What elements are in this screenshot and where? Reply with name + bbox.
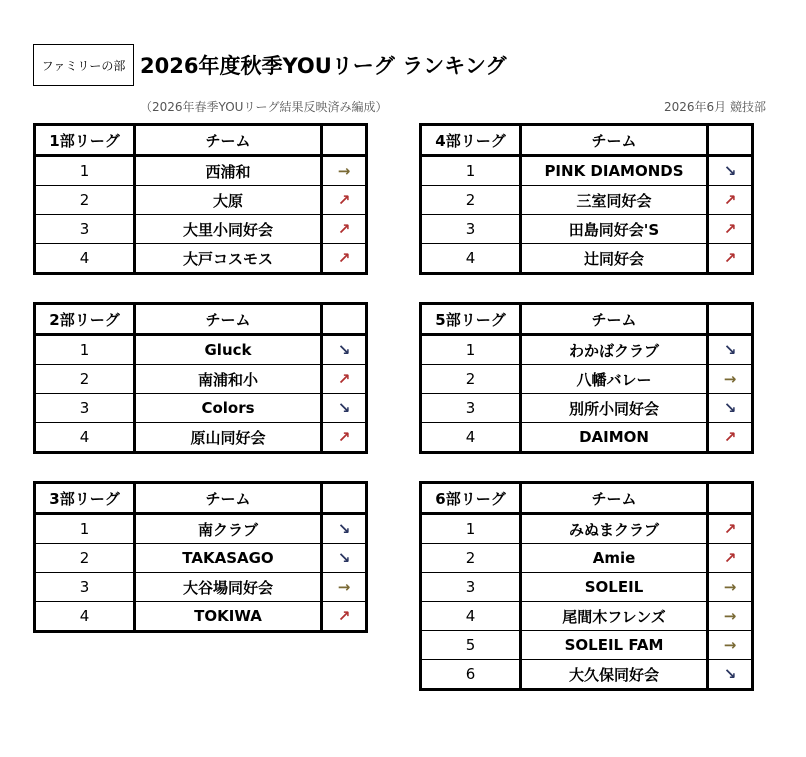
trend-up-icon: ↗ [322,365,367,394]
trend-down-icon: ↘ [708,156,753,186]
rank-cell: 3 [35,573,135,602]
trend-column-header [322,125,367,156]
trend-up-icon: ↗ [708,423,753,453]
trend-down-icon: ↘ [322,514,367,544]
trend-flat-icon: → [322,573,367,602]
table-row [35,423,367,453]
trend-up-icon: ↗ [322,215,367,244]
table-row [421,156,753,186]
rank-cell: 2 [421,186,521,215]
trend-flat-icon: → [708,573,753,602]
trend-flat-icon: → [708,602,753,631]
team-name-cell: 大久保同好会 [521,660,708,690]
league-table-5 [419,302,754,454]
team-column-header: チーム [135,125,322,156]
table-row [421,631,753,660]
rank-cell: 3 [35,215,135,244]
rank-cell: 1 [421,156,521,186]
rank-cell: 2 [421,365,521,394]
trend-down-icon: ↘ [708,335,753,365]
team-name-cell: Colors [135,394,322,423]
team-name-cell: 三室同好会 [521,186,708,215]
date-note: 2026年6月 競技部 [664,100,766,114]
rank-cell: 4 [35,423,135,453]
rank-cell: 4 [35,244,135,274]
team-name-cell: 辻同好会 [521,244,708,274]
table-row [421,573,753,602]
team-column-header: チーム [135,483,322,514]
league-name: 6部リーグ [421,483,521,514]
table-row [421,365,753,394]
table-row [35,544,367,573]
rank-cell: 3 [421,573,521,602]
rank-cell: 4 [421,423,521,453]
league-name: 2部リーグ [35,304,135,335]
team-column-header: チーム [521,304,708,335]
trend-down-icon: ↘ [322,544,367,573]
table-row [421,602,753,631]
league-table-6 [419,481,754,691]
rank-cell: 1 [35,335,135,365]
page-title: 2026年度秋季YOUリーグ ランキング [140,54,507,78]
table-row [421,423,753,453]
team-name-cell: DAIMON [521,423,708,453]
trend-column-header [322,483,367,514]
rank-cell: 5 [421,631,521,660]
trend-column-header [708,125,753,156]
trend-down-icon: ↘ [322,335,367,365]
league-name: 5部リーグ [421,304,521,335]
league-table-3 [33,481,368,633]
composition-note: （2026年春季YOUリーグ結果反映済み編成） [140,100,388,114]
trend-down-icon: ↘ [708,394,753,423]
team-name-cell: みぬまクラブ [521,514,708,544]
table-row [421,660,753,690]
league-name: 3部リーグ [35,483,135,514]
team-column-header: チーム [521,483,708,514]
team-name-cell: 原山同好会 [135,423,322,453]
team-name-cell: 尾間木フレンズ [521,602,708,631]
team-name-cell: SOLEIL [521,573,708,602]
trend-down-icon: ↘ [322,394,367,423]
team-name-cell: 南クラブ [135,514,322,544]
trend-up-icon: ↗ [708,215,753,244]
team-name-cell: 南浦和小 [135,365,322,394]
table-row [35,186,367,215]
rank-cell: 2 [35,365,135,394]
trend-up-icon: ↗ [708,514,753,544]
table-row [421,394,753,423]
trend-up-icon: ↗ [322,423,367,453]
trend-column-header [322,304,367,335]
rank-cell: 2 [421,544,521,573]
team-name-cell: TAKASAGO [135,544,322,573]
table-row [35,156,367,186]
rank-cell: 4 [421,602,521,631]
trend-column-header [708,304,753,335]
team-name-cell: Amie [521,544,708,573]
trend-up-icon: ↗ [708,544,753,573]
team-name-cell: 別所小同好会 [521,394,708,423]
table-row [421,514,753,544]
rank-cell: 1 [421,335,521,365]
trend-flat-icon: → [322,156,367,186]
league-table-2 [33,302,368,454]
team-name-cell: 西浦和 [135,156,322,186]
team-name-cell: Gluck [135,335,322,365]
table-row [421,244,753,274]
table-row [35,244,367,274]
rank-cell: 2 [35,544,135,573]
table-row [35,514,367,544]
rank-cell: 4 [35,602,135,632]
table-row [421,335,753,365]
table-row [35,394,367,423]
rank-cell: 1 [421,514,521,544]
trend-up-icon: ↗ [708,244,753,274]
team-column-header: チーム [135,304,322,335]
league-table-4 [419,123,754,275]
team-name-cell: TOKIWA [135,602,322,632]
rank-cell: 3 [421,215,521,244]
trend-flat-icon: → [708,365,753,394]
table-row [35,215,367,244]
table-row [35,335,367,365]
rank-cell: 6 [421,660,521,690]
team-name-cell: PINK DIAMONDS [521,156,708,186]
rank-cell: 1 [35,514,135,544]
team-name-cell: 大谷場同好会 [135,573,322,602]
table-row [421,186,753,215]
trend-up-icon: ↗ [708,186,753,215]
league-name: 1部リーグ [35,125,135,156]
rank-cell: 2 [35,186,135,215]
trend-flat-icon: → [708,631,753,660]
team-name-cell: 田島同好会'S [521,215,708,244]
team-name-cell: 八幡バレー [521,365,708,394]
rank-cell: 1 [35,156,135,186]
division-badge: ファミリーの部 [33,44,134,86]
trend-up-icon: ↗ [322,602,367,632]
rank-cell: 4 [421,244,521,274]
team-name-cell: 大里小同好会 [135,215,322,244]
trend-column-header [708,483,753,514]
team-name-cell: わかばクラブ [521,335,708,365]
table-row [35,365,367,394]
table-row [35,573,367,602]
team-name-cell: 大戸コスモス [135,244,322,274]
table-row [35,602,367,632]
team-column-header: チーム [521,125,708,156]
league-table-1 [33,123,368,275]
trend-down-icon: ↘ [708,660,753,690]
table-row [421,215,753,244]
table-row [421,544,753,573]
rank-cell: 3 [35,394,135,423]
league-name: 4部リーグ [421,125,521,156]
trend-up-icon: ↗ [322,244,367,274]
team-name-cell: SOLEIL FAM [521,631,708,660]
rank-cell: 3 [421,394,521,423]
team-name-cell: 大原 [135,186,322,215]
trend-up-icon: ↗ [322,186,367,215]
